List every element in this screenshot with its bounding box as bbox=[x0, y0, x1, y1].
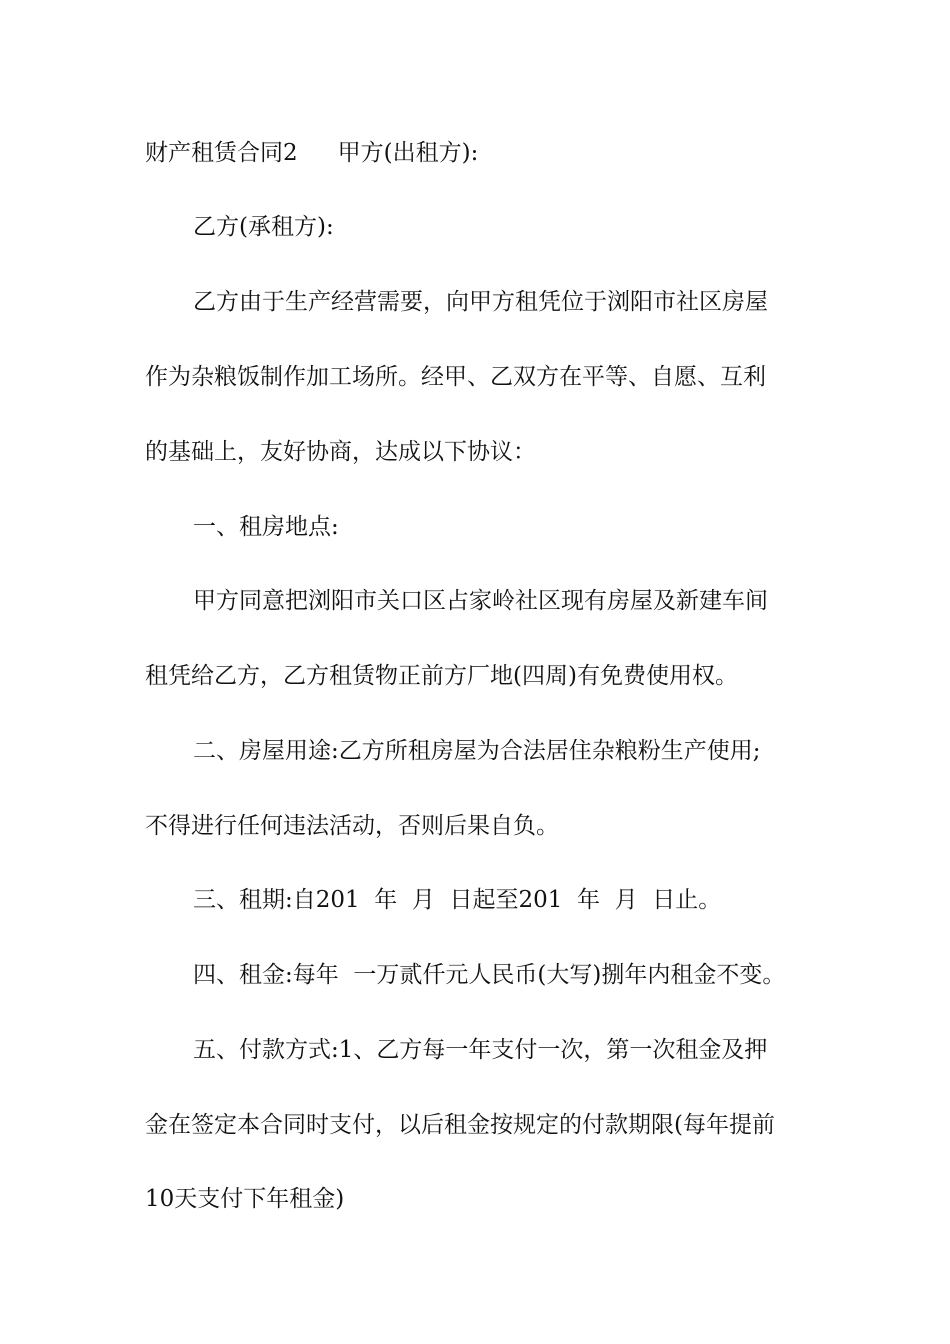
intro-line-3: 的基础上，友好协商，达成以下协议： bbox=[145, 439, 536, 465]
section1-line-2: 租凭给乙方，乙方租赁物正前方厂地(四周)有免费使用权。 bbox=[145, 663, 738, 689]
intro-line-1: 乙方由于生产经营需要，向甲方租凭位于浏阳市社区房屋 bbox=[193, 289, 768, 315]
party-a-label: 甲方(出租方): bbox=[337, 140, 479, 166]
intro-line-2: 作为杂粮饭制作加工场所。经甲、乙双方在平等、自愿、互利 bbox=[145, 364, 766, 390]
section1-heading: 一、租房地点: bbox=[193, 514, 339, 540]
document-title: 财产租赁合同2 bbox=[145, 140, 298, 166]
section2-line-2: 不得进行任何违法活动，否则后果自负。 bbox=[145, 813, 559, 839]
section5-line-1: 五、付款方式:1、乙方每一年支付一次，第一次租金及押 bbox=[193, 1037, 768, 1063]
section4-line: 四、租金:每年 一万贰仟元人民币(大写)捌年内租金不变。 bbox=[193, 962, 786, 988]
section3-line: 三、租期:自201 年 月 日起至201 年 月 日止。 bbox=[193, 887, 722, 913]
title-line bbox=[145, 138, 478, 168]
section5-line-3: 10天支付下年租金) bbox=[145, 1186, 345, 1212]
section1-line-1: 甲方同意把浏阳市关口区占家岭社区现有房屋及新建车间 bbox=[193, 588, 768, 614]
party-b-label: 乙方(承租方): bbox=[193, 214, 334, 240]
section5-line-2: 金在签定本合同时支付，以后租金按规定的付款期限(每年提前 bbox=[145, 1112, 775, 1138]
section2-line-1: 二、房屋用途:乙方所租房屋为合法居住杂粮粉生产使用; bbox=[193, 738, 761, 764]
